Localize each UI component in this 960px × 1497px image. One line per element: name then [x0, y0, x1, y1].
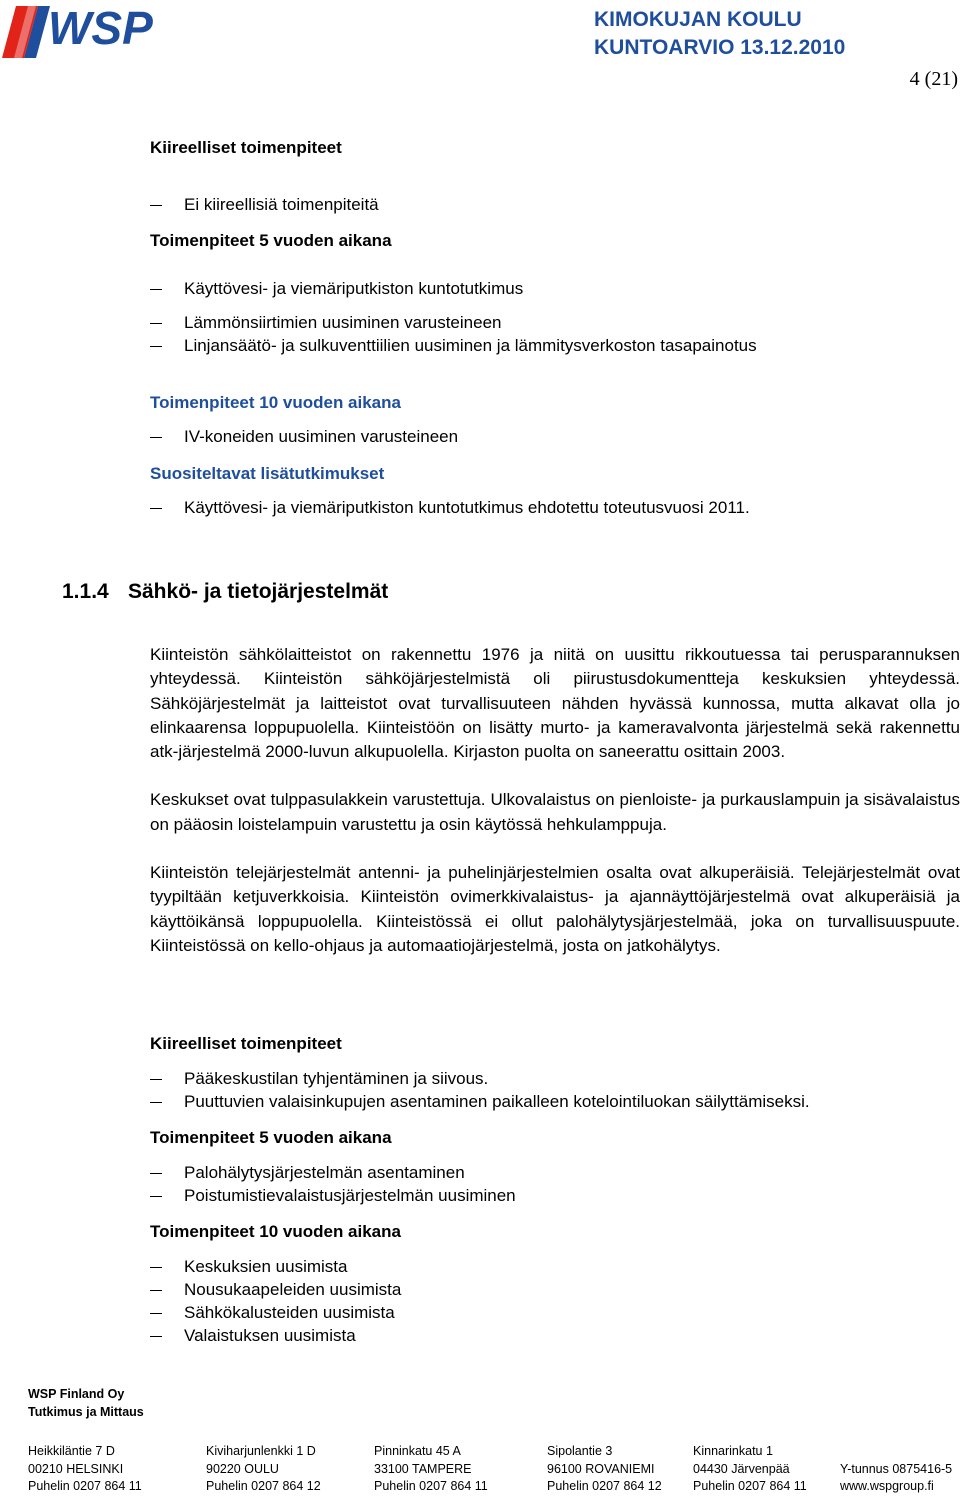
office-street: Heikkiläntie 7 D [28, 1444, 115, 1458]
urgent-list [150, 1067, 960, 1113]
list-item: Lämmönsiirtimien uusiminen varusteineen [150, 311, 960, 334]
list-item: Ei kiireellisiä toimenpiteitä [150, 193, 960, 216]
five-year-heading: Toimenpiteet 5 vuoden aikana [150, 231, 392, 250]
document-title-line2: KUNTOARVIO 13.12.2010 [594, 36, 846, 59]
footer-company: WSP Finland Oy [28, 1387, 125, 1401]
document-title [594, 6, 845, 62]
footer-offices [28, 1443, 958, 1497]
business-id: Y-tunnus 0875416-5 [840, 1461, 953, 1476]
section-title: Sähkö- ja tietojärjestelmät [128, 580, 389, 603]
list-item: Käyttövesi- ja viemäriputkiston kuntotutkimus ehdotettu toteutusvuosi 2011. [150, 496, 960, 519]
list-item: Puuttuvien valaisinkupujen asentaminen paikalleen kotelointiluokan säilyttämiseksi. [150, 1090, 960, 1113]
office-phone: Puhelin 0207 864 11 [28, 1479, 142, 1493]
urgent-heading: Kiireelliset toimenpiteet [150, 138, 342, 157]
list-item: Linjansäätö- ja sulkuventtiilien uusiminen ja lämmitysverkoston tasapainotus [150, 334, 960, 357]
paragraph: Keskukset ovat tulppasulakkein varustettuja. Ulkovalaistus on pienloiste- ja purkauslampuin ja sisävalaistus on pääosin loistelampuin varustettu ja osin käytössä hehkulamppuja. [150, 790, 960, 834]
section-body [150, 643, 960, 958]
office-helsinki [28, 1443, 142, 1496]
wsp-logo [0, 0, 200, 64]
footer-unit: Tutkimus ja Mittaus [28, 1404, 144, 1419]
website-link[interactable]: www.wspgroup.fi [840, 1479, 934, 1493]
office-tampere [374, 1443, 488, 1496]
office-jarvenpaa [693, 1443, 807, 1496]
list-item: Keskuksien uusimista [150, 1255, 960, 1278]
office-city: 33100 TAMPERE [374, 1461, 472, 1476]
urgent-heading: Kiireelliset toimenpiteet [150, 1034, 342, 1053]
office-city: 00210 HELSINKI [28, 1461, 124, 1476]
ten-year-heading: Toimenpiteet 10 vuoden aikana [150, 1222, 401, 1241]
office-oulu [206, 1443, 321, 1496]
list-item: Palohälytysjärjestelmän asentaminen [150, 1161, 960, 1184]
recommended-studies-list [150, 496, 960, 519]
office-street: Kiviharjunlenkki 1 D [206, 1444, 316, 1458]
ten-year-heading: Toimenpiteet 10 vuoden aikana [150, 393, 401, 412]
list-item: Nousukaapeleiden uusimista [150, 1278, 960, 1301]
list-item: IV-koneiden uusiminen varusteineen [150, 425, 960, 448]
five-year-list [150, 277, 960, 357]
office-city: 04430 Järvenpää [693, 1461, 790, 1476]
ten-year-list [150, 425, 960, 448]
office-street: Pinninkatu 45 A [374, 1444, 461, 1458]
paragraph: Kiinteistön telejärjestelmät antenni- ja puhelinjärjestelmien osalta ovat alkuperäisiä. Telejärjestelmät ovat tyypiltään ketjuverkkoisia. Kiinteistön ovimerkkivalaistus- ja ajannäyttöjärjestelmä ovat alkuperäisiä ja käyttöikänsä loppupuolella. Kiinteistössä ei ollut palohälytysjärjestelmää, joka on turvallisuuspuute. Kiinteistössä on kello-ohjaus ja automaatiojärjestelmä, josta on jatkohälytys. [150, 863, 960, 955]
office-city: 90220 OULU [206, 1461, 279, 1476]
office-phone: Puhelin 0207 864 12 [206, 1479, 321, 1493]
office-phone: Puhelin 0207 864 11 [693, 1479, 807, 1493]
list-item: Poistumistievalaistusjärjestelmän uusiminen [150, 1184, 960, 1207]
electrical-measures [150, 1033, 960, 1347]
document-title-line1: KIMOKUJAN KOULU [594, 8, 802, 31]
footer [28, 1386, 958, 1497]
page-number: 4 (21) [909, 68, 958, 90]
paragraph: Kiinteistön sähkölaitteistot on rakennettu 1976 ja niitä on uusittu rikkoutuessa tai perusparannuksen yhteydessä. Kiinteistön sähköjärjestelmistä oli piirustusdokumentteja keskuksien yhteydessä. Sähköjärjestelmät ja laitteistot ovat turvallisuuteen nähden hyvässä kunnossa, mutta alkavat olla jo elinkaarensa loppupuolella. Kiinteistöön on lisätty murto- ja kameravalvonta järjestelmä sekä rakennettu atk-järjestelmä 2000-luvun alkupuolella. Kirjaston puolta on saneerattu osittain 2003. [150, 645, 960, 762]
ten-year-list [150, 1255, 960, 1347]
office-city: 96100 ROVANIEMI [547, 1461, 655, 1476]
office-rovaniemi [547, 1443, 662, 1496]
office-phone: Puhelin 0207 864 11 [374, 1479, 488, 1493]
five-year-heading: Toimenpiteet 5 vuoden aikana [150, 1128, 392, 1147]
list-item: Käyttövesi- ja viemäriputkiston kuntotutkimus [150, 277, 960, 300]
recommended-studies-heading: Suositeltavat lisätutkimukset [150, 464, 385, 483]
office-phone: Puhelin 0207 864 12 [547, 1479, 662, 1493]
section-number: 1.1.4 [62, 580, 109, 603]
section-heading [62, 580, 388, 604]
logo-text: WSP [48, 2, 153, 54]
list-item: Valaistuksen uusimista [150, 1324, 960, 1347]
office-street: Kinnarinkatu 1 [693, 1444, 773, 1458]
company-info [840, 1443, 952, 1496]
office-street: Sipolantie 3 [547, 1444, 613, 1458]
hvac-measures [150, 137, 960, 519]
list-item: Sähkökalusteiden uusimista [150, 1301, 960, 1324]
urgent-list [150, 193, 960, 216]
five-year-list [150, 1161, 960, 1207]
list-item: Pääkeskustilan tyhjentäminen ja siivous. [150, 1067, 960, 1090]
